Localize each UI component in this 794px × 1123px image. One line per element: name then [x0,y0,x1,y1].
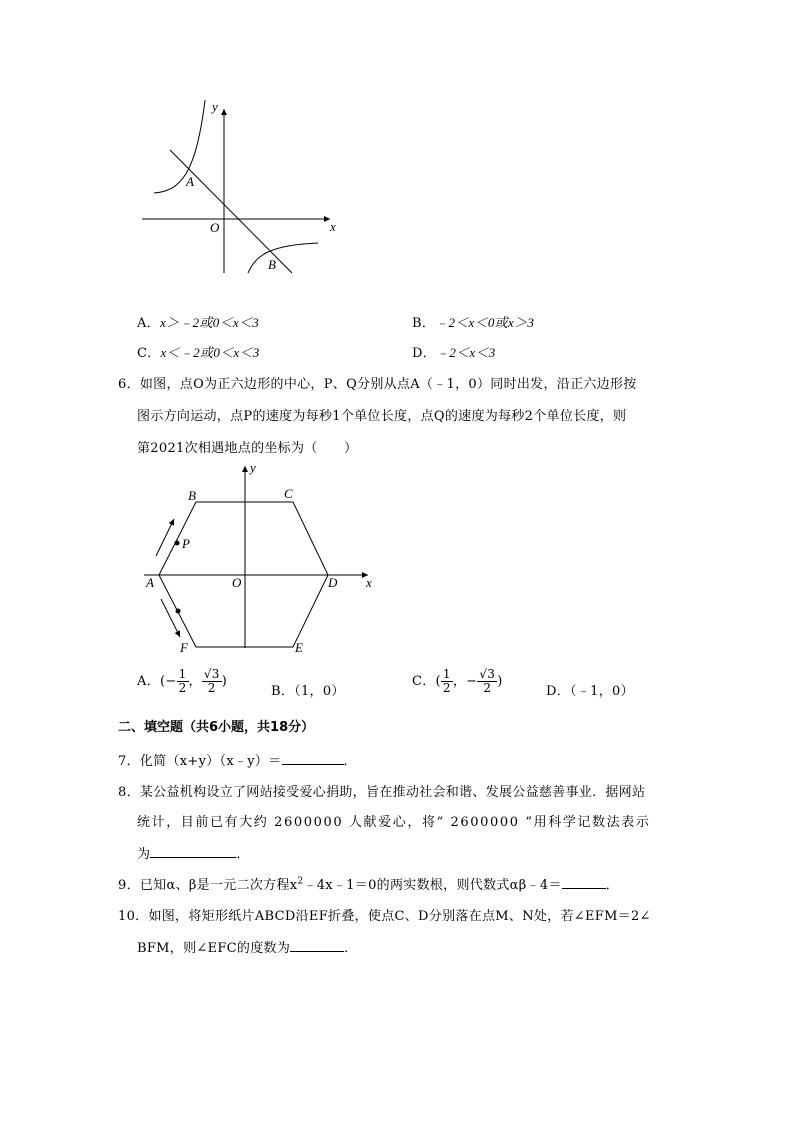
option-text: ﹣2＜x＜3 [436,345,496,360]
question-text: 为 [137,847,151,862]
q6-line1 [118,373,637,392]
question-number: 6． [118,377,140,392]
point-b-label: B [268,257,276,272]
denominator: 2 [442,681,451,695]
question-number: 10． [118,909,149,924]
question-text-cont: ﹣4x﹣1＝0的两实数根，则代数式αβ﹣4＝ [303,878,562,893]
option-letter: B． [412,316,436,331]
separator: ， [188,674,202,689]
q6-option-a [137,668,227,695]
point-p-dot [175,541,180,546]
q6-line3: 第2021次相遇地点的坐标为（ ） [137,441,358,456]
label-c: C [284,486,293,501]
fraction [477,668,497,695]
hyperbola-branch-left [154,100,205,193]
hyperbola-branch-right [248,243,318,273]
x-label: x [366,575,372,590]
option-letter: C． [137,346,161,361]
q8-line2: 统计，目前已有大约 2600000 人献爱心，将“ 2600000 ”用科学记数法表示 [137,815,651,830]
q8-line1 [118,781,645,800]
q7 [118,750,357,769]
question-number: 8． [118,785,140,800]
y-label: y [212,99,218,114]
q6-hexagon-figure [130,458,390,658]
question-text: 如图，将矩形纸片ABCD沿EF折叠，使点C、D分别落在点M、N处，若∠EFM＝2∠ [148,909,651,924]
denominator: 2 [178,681,187,695]
option-letter: D． [546,684,571,699]
q5-graph [130,95,350,275]
exponent: 2 [297,876,304,887]
q5-option-d [412,342,496,361]
q5-option-b [412,312,534,331]
answer-blank[interactable] [282,752,344,765]
label-d: D [328,575,338,590]
option-letter: C． [412,674,436,689]
question-end: ． [236,847,250,862]
numerator: 1 [178,667,187,681]
paren-close: ) [221,674,228,689]
answer-blank[interactable] [290,939,344,952]
origin-label: O [232,575,242,590]
section-title: 二、填空题（共6小题，共18分） [118,720,315,735]
option-text: （1，0） [294,684,345,699]
answer-blank[interactable] [150,845,236,858]
option-text: （﹣1，0） [570,684,634,699]
origin-label: O [210,220,220,235]
straight-line [170,150,292,273]
q10-line2 [137,937,357,956]
q5-option-a [137,312,259,331]
question-text: 如图，点O为正六边形的中心，P、Q分别从点A（﹣1，0）同时出发，沿正六边形按 [139,377,637,392]
option-letter: B． [271,684,295,699]
numerator: 1 [442,667,451,681]
paren-close: ) [497,674,503,689]
option-text: x＜﹣2或0＜x＜3 [160,345,260,360]
numerator: √3 [479,667,496,681]
question-end: ． [605,878,620,893]
y-label: y [250,460,256,475]
q6-option-b [271,680,345,699]
label-b: B [188,488,196,503]
q6-line2: 图示方向运动，点P的速度为每秒1个单位长度，点Q的速度为每秒2个单位长度，则 [137,409,627,424]
numerator: √3 [203,667,220,681]
separator: ，− [452,674,478,689]
q9 [118,874,619,893]
label-e: E [295,640,303,655]
question-end: ． [343,754,357,769]
question-end: ． [344,941,358,956]
label-a: A [146,575,154,590]
arrow-q-direction [161,599,180,637]
denominator: 2 [207,681,216,695]
question-number: 7． [118,754,140,769]
fraction [177,668,189,695]
label-p: P [182,536,190,551]
question-number: 9． [118,878,140,893]
paren-open: (− [160,674,177,689]
denominator: 2 [483,681,492,695]
question-text: 某公益机构设立了网站接受爱心捐助，旨在推动社会和谐、发展公益慈善事业．据网站 [139,785,646,800]
paren-open: ( [435,674,441,689]
q5-option-c [137,342,260,361]
point-q-dot [176,609,181,614]
fraction [202,668,222,695]
option-text: x＞﹣2或0＜x＜3 [160,315,260,330]
q8-line3 [137,843,250,862]
question-text: 已知α、β是一元二次方程x [139,878,298,893]
option-letter: D． [412,346,437,361]
option-letter: A． [137,316,160,331]
q6-option-c [412,668,503,695]
question-text: 化简（x+y）（x﹣y）＝ [139,754,282,769]
fraction [441,668,453,695]
q10-line1 [118,905,651,924]
option-text: ﹣2＜x＜0或x＞3 [435,315,535,330]
option-letter: A． [137,674,160,689]
answer-blank[interactable] [562,876,606,889]
q6-option-d [546,680,634,699]
question-text: BFM，则∠EFC的度数为 [137,941,291,956]
label-f: F [180,640,188,655]
point-a-label: A [186,174,194,189]
x-label: x [330,219,336,234]
